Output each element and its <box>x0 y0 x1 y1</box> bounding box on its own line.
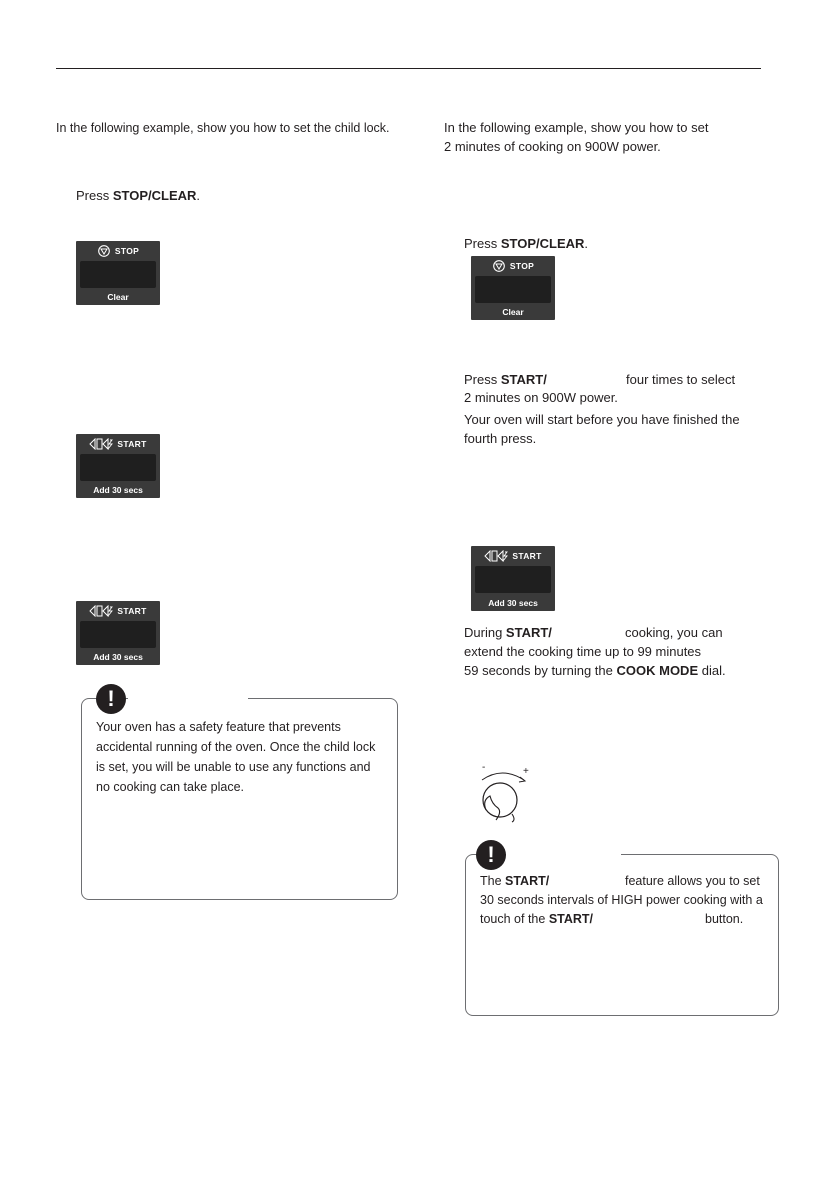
note-line: Your oven has a safety feature that prevents <box>96 720 341 734</box>
panel-bottom-label: Clear <box>107 292 129 302</box>
start-icon <box>484 550 508 562</box>
note-line3: touch of the START/ <box>480 912 594 926</box>
right-step2-line3: Your oven will start before you have finished the <box>464 412 740 427</box>
start-icon <box>89 438 113 450</box>
right-step2-line4: fourth press. <box>464 431 537 446</box>
panel-screen <box>80 621 156 648</box>
right-note-box <box>465 842 779 1016</box>
right-step1: Press STOP/CLEAR. <box>464 236 589 251</box>
exclamation-icon: ! <box>96 684 126 714</box>
right-intro-line2: 2 minutes of cooking on 900W power. <box>444 139 661 154</box>
right-intro-line1: In the following example, show you how to set <box>444 120 709 135</box>
panel-bottom-label: Add 30 secs <box>93 652 143 662</box>
panel-bottom-label: Clear <box>502 307 524 317</box>
header-rule <box>56 68 761 69</box>
start-button-graphic <box>471 546 555 611</box>
right-step2-line1: Press START/ <box>464 372 547 387</box>
stop-icon <box>97 245 111 257</box>
stop-icon <box>492 260 506 272</box>
start-key: START/ <box>500 372 547 387</box>
panel-screen <box>475 276 551 303</box>
panel-screen <box>475 566 551 593</box>
left-step1: Press STOP/CLEAR. <box>76 188 201 203</box>
stop-clear-key: STOP/CLEAR <box>112 188 197 203</box>
dial-minus: - <box>482 762 486 773</box>
start-icon <box>89 605 113 617</box>
right-step2-line2: 2 minutes on 900W power. <box>464 390 618 405</box>
left-note-box <box>81 686 398 900</box>
start-key: START/ <box>505 625 552 640</box>
start-button-graphic <box>76 601 160 665</box>
panel-bottom-label: Add 30 secs <box>93 485 143 495</box>
right-step3-line1-end: cooking, you can <box>625 625 723 640</box>
exclamation-icon: ! <box>476 840 506 870</box>
left-intro: In the following example, show you how to set the child lock. <box>56 121 390 135</box>
panel-top-label: START <box>512 550 542 561</box>
note-line3-end: button. <box>705 912 744 926</box>
note-line: no cooking can take place. <box>96 780 245 794</box>
dial-turn-icon <box>472 764 532 824</box>
panel-screen <box>80 454 156 481</box>
note-line1-end: feature allows you to set <box>625 874 760 888</box>
right-step3-line3: 59 seconds by turning the COOK MODE dial. <box>464 663 726 678</box>
cook-mode-key: COOK MODE <box>616 663 699 678</box>
note-line2: 30 seconds intervals of HIGH power cooking with a <box>480 893 763 907</box>
panel-top-label: STOP <box>509 260 535 271</box>
panel-screen <box>80 261 156 288</box>
note-line: accidental running of the oven. Once the child lock <box>96 740 376 754</box>
panel-bottom-label: Add 30 secs <box>488 598 538 608</box>
panel-top-label: STOP <box>114 245 140 256</box>
right-step3-line1: During START/ <box>464 625 552 640</box>
start-button-graphic <box>76 434 160 498</box>
note-line: is set, you will be unable to use any functions and <box>96 760 371 774</box>
dial-plus: + <box>523 766 529 777</box>
panel-top-label: START <box>117 605 147 616</box>
panel-top-label: START <box>117 438 147 449</box>
stop-clear-button-graphic <box>76 241 160 305</box>
note-line1: The START/ <box>480 874 550 888</box>
right-step2-line1-end: four times to select <box>626 372 736 387</box>
stop-clear-button-graphic <box>471 256 555 320</box>
right-step3-line2: extend the cooking time up to 99 minutes <box>464 644 702 659</box>
stop-clear-key: STOP/CLEAR <box>500 236 585 251</box>
